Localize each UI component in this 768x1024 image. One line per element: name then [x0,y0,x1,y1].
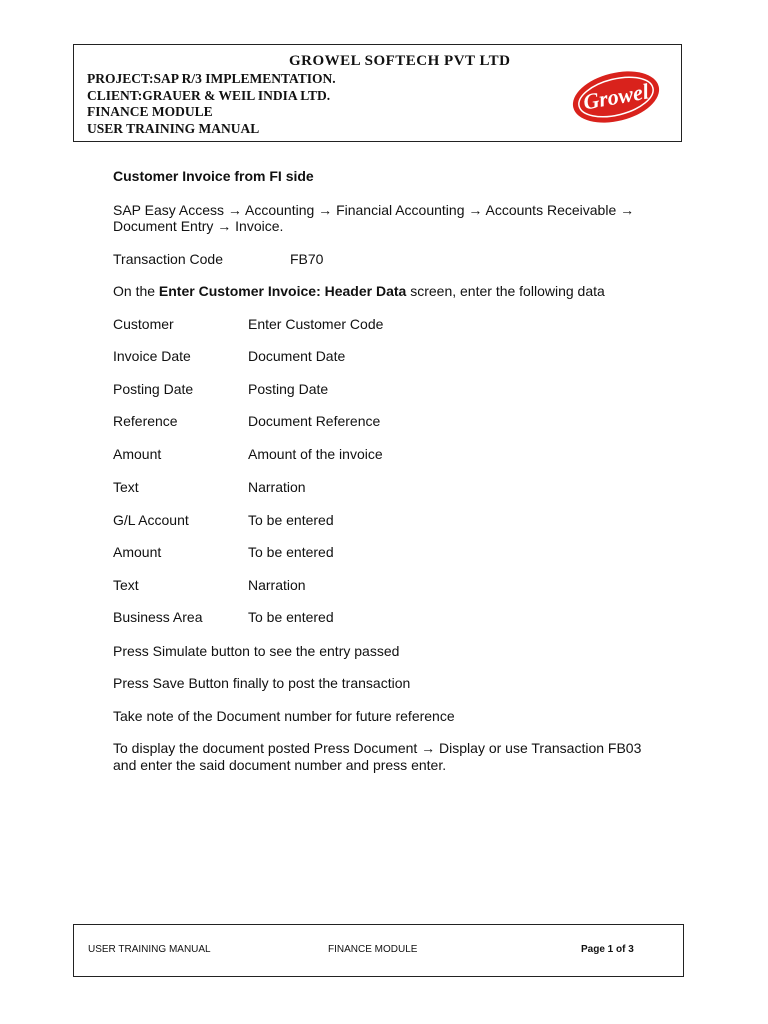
field-label: Reference [113,413,178,429]
field-value: To be entered [248,544,334,560]
intro-sentence [113,283,605,300]
field-value: To be entered [248,609,334,625]
transaction-label: Transaction Code [113,251,223,267]
field-label: Posting Date [113,381,194,397]
field-label: Business Area [113,609,203,625]
client-line: CLIENT:GRAUER & WEIL INDIA LTD. [87,88,331,103]
module-line: FINANCE MODULE [87,104,213,119]
simulate-step: Press Simulate button to see the entry passed [113,643,400,659]
footer-manual: USER TRAINING MANUAL [88,944,211,955]
field-value: Enter Customer Code [248,316,384,332]
field-value: Posting Date [248,381,329,397]
display-step-line-1: To display the document posted Press Document → Display or use Transaction FB03 [113,740,642,756]
field-label: Amount [113,446,162,462]
field-label: Amount [113,544,162,560]
page-number: Page 1 of 3 [581,944,634,955]
field-label: Invoice Date [113,348,191,364]
growel-logo [570,65,662,129]
logo-wordmark: Growel [581,78,651,115]
footer-module: FINANCE MODULE [328,944,418,955]
field-value: Amount of the invoice [248,446,383,462]
menu-path-line-1: SAP Easy Access → Accounting → Financial Accounting → Accounts Receivable → [113,202,635,218]
menu-path-line-2: Document Entry → Invoice. [113,218,284,234]
save-step: Press Save Button finally to post the transaction [113,675,411,691]
field-label: Text [113,577,139,593]
intro-prefix: On the [113,283,159,299]
field-label: G/L Account [113,512,189,528]
document-footer [73,924,684,977]
field-value: Narration [248,577,306,593]
company-name: GROWEL SOFTECH PVT LTD [289,53,511,69]
field-value: Narration [248,479,306,495]
document-header [73,44,682,142]
display-step-line-2: and enter the said document number and press enter. [113,757,447,773]
project-line: PROJECT:SAP R/3 IMPLEMENTATION. [87,71,336,86]
note-step: Take note of the Document number for future reference [113,708,455,724]
transaction-code: FB70 [290,251,324,267]
field-label: Text [113,479,139,495]
field-value: To be entered [248,512,334,528]
screen-name: Enter Customer Invoice: Header Data [158,283,407,299]
field-value: Document Reference [248,413,381,429]
section-title: Customer Invoice from FI side [113,168,314,184]
field-value: Document Date [248,348,346,364]
intro-suffix: screen, enter the following data [406,283,605,299]
manual-line: USER TRAINING MANUAL [87,121,260,136]
field-label: Customer [113,316,174,332]
